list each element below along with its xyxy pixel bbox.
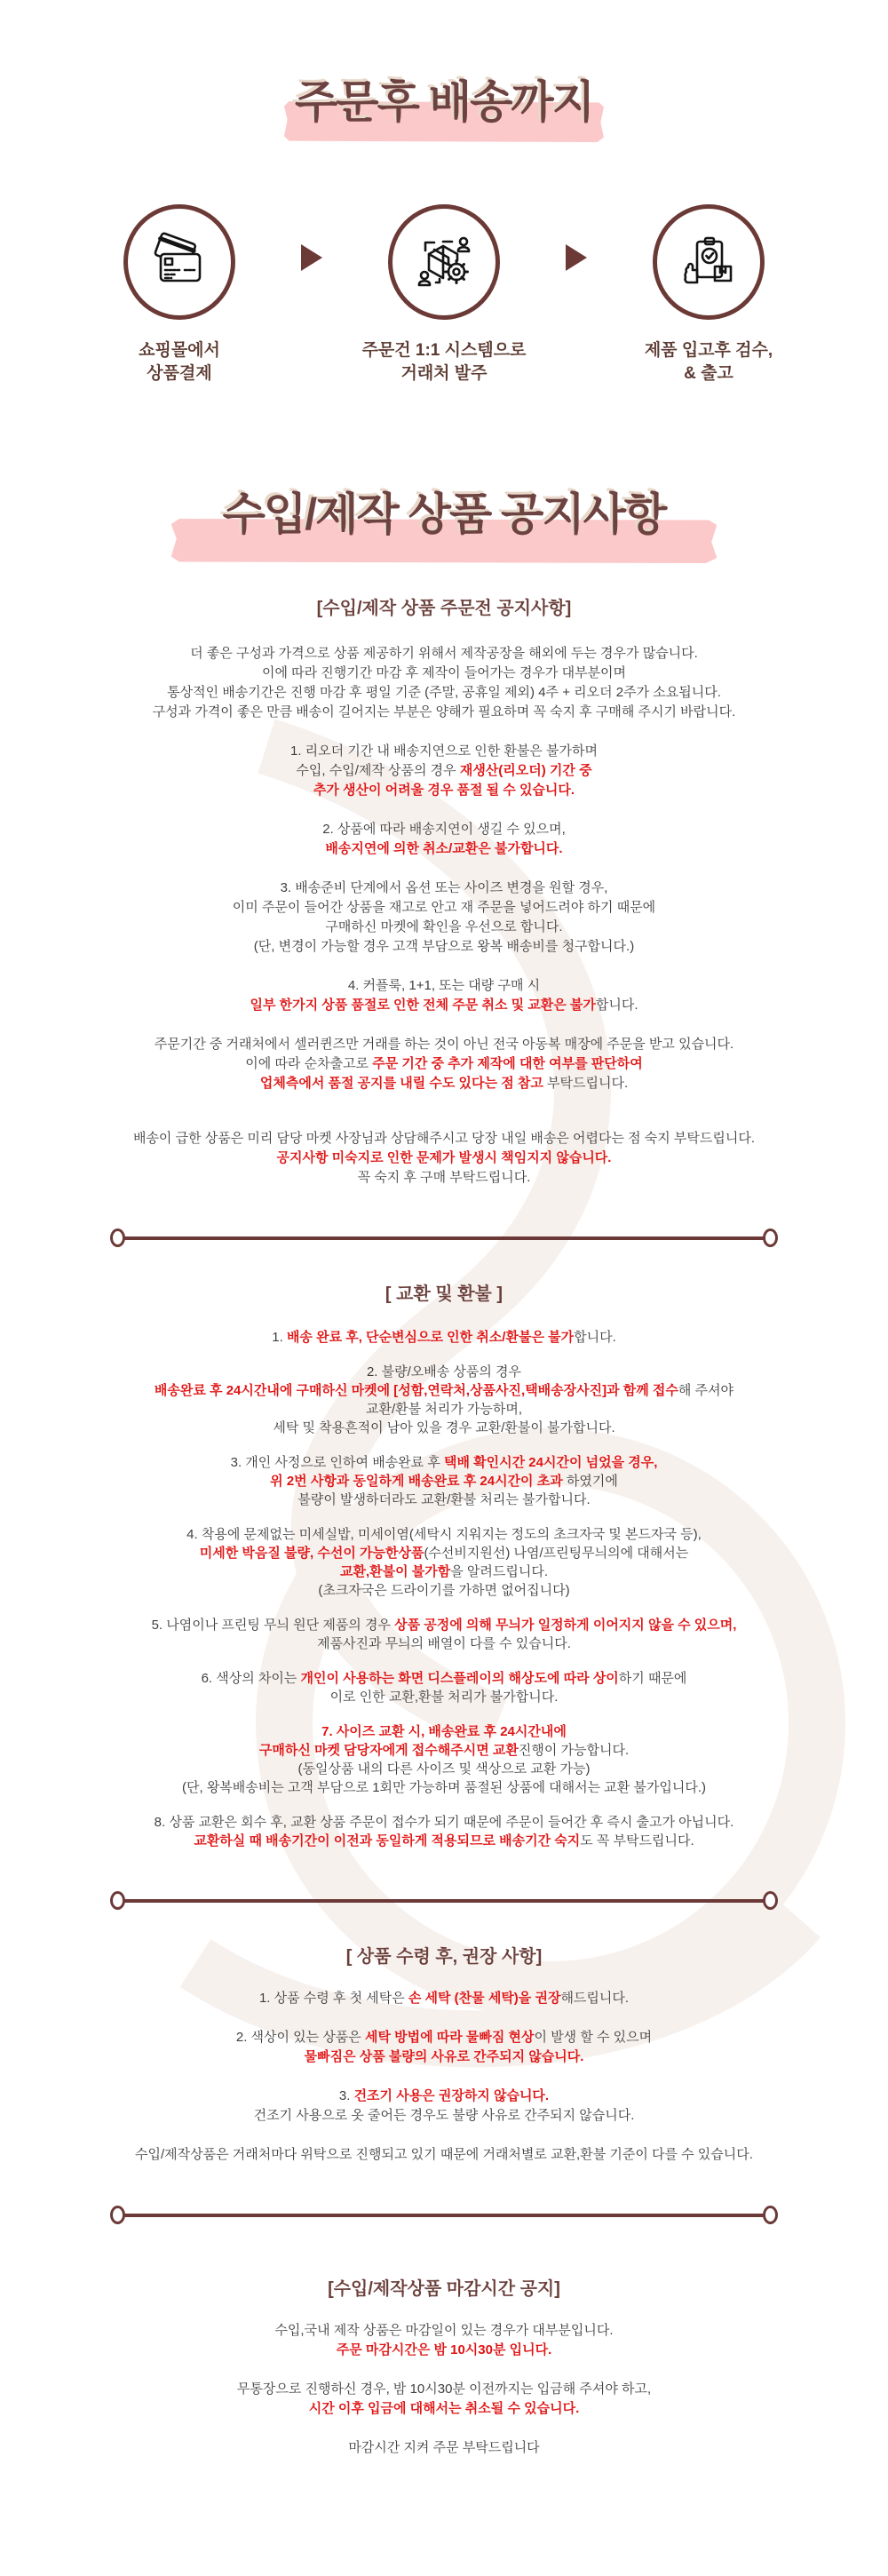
text-block — [27, 1328, 861, 1347]
plain-text: (수선비지원선) 나염/프린팅무늬의에 대해서는 — [424, 1546, 689, 1561]
plain-text: 4. 착용에 문제없는 미세실밥, 미세이염(세탁시 지워지는 정도의 초크자국 및 본드자국 등), — [186, 1527, 702, 1542]
section-deadline-notice — [27, 2274, 861, 2458]
inspection-shipping-icon — [678, 231, 740, 293]
emphasis-text: 일부 한가지 상품 품절로 인한 전체 주문 취소 및 교환은 불가 — [250, 998, 596, 1013]
text-line — [27, 1616, 861, 1634]
plain-text: 수입,국내 제작 상품은 마감일이 있는 경우가 대부분입니다. — [274, 2323, 614, 2338]
text-line — [27, 1129, 861, 1149]
text-block — [27, 2145, 861, 2165]
plain-text: 더 좋은 구성과 가격으로 상품 제공하기 위해서 제작공장을 해외에 두는 경우가 많습니다. — [190, 646, 698, 661]
text-line — [27, 2341, 861, 2360]
main-title-text: 주문후 배송까지 — [295, 77, 593, 127]
text-line — [27, 1832, 861, 1850]
text-block — [27, 1525, 861, 1600]
text-line — [27, 1453, 861, 1472]
divider-ring-icon — [110, 2206, 125, 2224]
text-line — [27, 976, 861, 996]
plain-text: 이에 따라 진행기간 마감 후 제작이 들어가는 경우가 대부분이며 — [261, 665, 627, 680]
step-caption — [324, 339, 564, 386]
section-heading: [ 교환 및 환불 ] — [385, 1284, 503, 1304]
plain-text: 합니다. — [595, 998, 638, 1013]
process-step-payment — [59, 204, 299, 386]
divider-ring-icon — [110, 1891, 125, 1910]
text-block — [27, 2028, 861, 2067]
plain-text: 부탁드립니다. — [543, 1076, 629, 1091]
step-caption-line: 제품 입고후 검수, — [644, 341, 773, 360]
divider-ring-icon — [763, 1891, 778, 1910]
text-line — [27, 1149, 861, 1168]
text-line — [27, 2321, 861, 2341]
text-line — [27, 742, 861, 761]
text-block — [27, 1669, 861, 1706]
plain-text: 수입/제작상품은 거래처마다 위탁으로 진행되고 있기 때문에 거래처별로 교환,환불 기준이 다를 수 있습니다. — [135, 2147, 753, 2162]
plain-text: (동일상품 내의 다른 사이즈 및 색상으로 교환 가능) — [297, 1761, 591, 1777]
text-line — [27, 781, 861, 800]
text-line — [27, 879, 861, 898]
text-line — [27, 1491, 861, 1509]
text-block — [27, 742, 861, 800]
plain-text: 1. — [272, 1330, 287, 1345]
plain-text: 구매하신 마켓에 확인을 우선으로 합니다. — [325, 919, 563, 934]
text-line — [27, 1054, 861, 1074]
emphasis-text: 공지사항 미숙지로 인한 문제가 발생시 책임지지 않습니다. — [276, 1150, 612, 1165]
plain-text: 을 알려드립니다. — [450, 1564, 549, 1579]
credit-card-icon — [148, 231, 210, 293]
plain-text: 이로 인한 교환,환불 처리가 불가합니다. — [329, 1690, 559, 1705]
text-line — [27, 1778, 861, 1797]
plain-text: 3. 배송준비 단계에서 옵션 또는 사이즈 변경을 원할 경우, — [280, 880, 608, 895]
text-block — [27, 2087, 861, 2126]
step-caption-line: 거래처 발주 — [400, 364, 488, 383]
text-line — [27, 2438, 861, 2458]
text-line — [27, 918, 861, 937]
text-line — [27, 2087, 861, 2106]
section-divider — [110, 1891, 778, 1910]
emphasis-text: 7. 사이즈 교환 시, 배송완료 후 24시간내에 — [321, 1724, 567, 1739]
text-block — [27, 1453, 861, 1509]
plain-text: 2. 상품에 따라 배송지연이 생길 수 있으며, — [322, 822, 566, 837]
plain-text: 하였기에 — [562, 1474, 618, 1489]
section-pre-order-notice — [27, 593, 861, 1188]
plain-text: 건조기 사용으로 옷 줄어든 경우도 불량 사유로 간주되지 않습니다. — [253, 2108, 635, 2123]
order-process-steps — [0, 204, 888, 386]
divider-line — [124, 1236, 764, 1240]
section-heading: [ 상품 수령 후, 권장 사항] — [345, 1947, 543, 1967]
divider-ring-icon — [763, 1228, 778, 1247]
plain-text: 진행이 가능합니다. — [518, 1743, 630, 1758]
text-line — [27, 2145, 861, 2165]
plain-text: 수입, 수입/제작 상품의 경우 — [296, 763, 460, 778]
plain-text: 제품사진과 무늬의 배열이 다를 수 있습니다. — [317, 1636, 571, 1651]
text-line — [27, 1562, 861, 1581]
emphasis-text: 건조기 사용은 권장하지 않습니다. — [353, 2088, 550, 2103]
plain-text: 주문기간 중 거래처에서 셀러퀸즈만 거래를 하는 것이 아닌 전국 아동복 매장에 주문을 받고 있습니다. — [154, 1037, 734, 1052]
divider-ring-icon — [763, 2206, 778, 2224]
text-line — [27, 664, 861, 683]
text-line — [27, 1400, 861, 1419]
emphasis-text: 추가 생산이 어려울 경우 품절 될 수 있습니다. — [313, 783, 575, 798]
text-line — [27, 1074, 861, 1093]
text-line — [27, 1722, 861, 1741]
main-title — [295, 78, 593, 126]
emphasis-text: 주문 마감시간은 밤 10시30분 입니다. — [336, 2342, 552, 2357]
section-divider — [110, 2206, 778, 2224]
plain-text: 3. — [338, 2088, 354, 2103]
plain-text: (단, 왕복배송비는 고객 부담으로 1회만 가능하며 품절된 상품에 대해서는 교환 불가입니다.) — [182, 1780, 706, 1795]
emphasis-text: 구매하신 마켓 담당자에게 접수해주시면 교환 — [258, 1743, 519, 1758]
text-line — [27, 1813, 861, 1832]
text-block — [27, 879, 861, 957]
text-line — [27, 1328, 861, 1347]
emphasis-text: 교환,환불이 불가함 — [339, 1564, 451, 1579]
plain-text: 도 꼭 부탁드립니다. — [580, 1833, 694, 1849]
plain-text: 1. 상품 수령 후 첫 세탁은 — [258, 1991, 408, 2006]
emphasis-text: 주문 기간 중 추가 제작에 대한 여부를 판단하여 — [372, 1056, 643, 1071]
arrow-right-icon — [566, 244, 587, 271]
plain-text: 8. 상품 교환은 회수 후, 교환 상품 주문이 접수가 되기 때문에 주문이 들어간 후 즉시 출고가 아닙니다. — [154, 1815, 734, 1830]
plain-text: (초크자국은 드라이기를 가하면 없어집니다) — [318, 1583, 570, 1598]
plain-text: 배송이 급한 상품은 미리 담당 마켓 사장님과 상담해주시고 당장 내일 배송은 어렵다는 점 숙지 부탁드립니다. — [132, 1131, 756, 1146]
text-line — [27, 1363, 861, 1381]
text-line — [27, 1168, 861, 1188]
text-block — [27, 1035, 861, 1093]
section-exchange-refund — [27, 1279, 861, 1850]
plain-text: 2. 불량/오배송 상품의 경우 — [366, 1364, 522, 1379]
emphasis-text: 업체측에서 품절 공지를 내릴 수도 있다는 점 참고 — [259, 1076, 543, 1091]
section-heading: [수입/제작상품 마감시간 공지] — [328, 2279, 560, 2299]
plain-text: 마감시간 지켜 주문 부탁드립니다 — [348, 2440, 540, 2455]
plain-text: 구성과 가격이 좋은 만큼 배송이 길어지는 부분은 양해가 필요하며 꼭 숙지 후 구매해 주시기 바랍니다. — [152, 704, 736, 720]
text-block — [27, 820, 861, 859]
text-line — [27, 839, 861, 859]
plain-text: 5. 나염이나 프린팅 무늬 원단 제품의 경우 — [151, 1618, 395, 1633]
plain-text: 6. 색상의 차이는 — [201, 1671, 301, 1686]
text-block — [27, 1616, 861, 1653]
plain-text: 이에 따라 순차출고로 — [245, 1056, 373, 1071]
step-caption — [589, 339, 829, 386]
section-body — [27, 644, 861, 1188]
plain-text: (단, 변경이 가능할 경우 고객 부담으로 왕복 배송비를 청구합니다.) — [253, 939, 635, 954]
text-line — [27, 1544, 861, 1562]
step-caption-line: & 출고 — [684, 364, 733, 383]
step-caption-line: 쇼핑몰에서 — [139, 341, 220, 360]
process-step-inspection — [589, 204, 829, 386]
text-line — [27, 898, 861, 918]
section-body — [27, 1328, 861, 1850]
text-block — [27, 1722, 861, 1797]
emphasis-text: 시간 이후 입금에 대해서는 취소될 수 있습니다. — [308, 2401, 580, 2416]
emphasis-text: 손 세탁 (찬물 세탁)을 권장 — [408, 1991, 561, 2006]
text-block — [27, 1813, 861, 1850]
text-line — [27, 683, 861, 703]
text-line — [27, 2106, 861, 2126]
step-circle — [388, 204, 500, 320]
plain-text: 1. 리오더 기간 내 배송지연으로 인한 환불은 불가하며 — [290, 743, 598, 759]
text-line — [27, 1669, 861, 1688]
text-line — [27, 2399, 861, 2419]
divider-line — [124, 1899, 764, 1903]
emphasis-text: 교환하실 때 배송기간이 이전과 동일하게 적용되므로 배송기간 숙지 — [194, 1833, 581, 1849]
emphasis-text: 위 2번 사항과 동일하게 배송완료 후 24시간이 초과 — [270, 1474, 563, 1489]
text-line — [27, 1760, 861, 1778]
step-circle — [123, 204, 235, 320]
text-line — [27, 1989, 861, 2008]
divider-ring-icon — [110, 1228, 125, 1247]
emphasis-text: 미세한 박음질 불량, 수선이 가능한상품 — [199, 1546, 424, 1561]
text-block — [27, 2438, 861, 2458]
plain-text: 세탁 및 착용흔적이 남아 있을 경우 교환/환불이 불가합니다. — [273, 1420, 615, 1435]
plain-text: 꼭 숙지 후 구매 부탁드립니다. — [357, 1170, 531, 1185]
text-block — [27, 2380, 861, 2419]
text-line — [27, 937, 861, 957]
emphasis-text: 배송지연에 의한 취소/교환은 불가합니다. — [325, 841, 563, 856]
plain-text: 이 발생 할 수 있으며 — [534, 2030, 653, 2045]
section-after-receipt — [27, 1942, 861, 2165]
text-line — [27, 2380, 861, 2399]
plain-text: 2. 색상이 있는 상품은 — [235, 2030, 365, 2045]
text-block — [27, 2321, 861, 2360]
order-system-icon — [413, 231, 475, 293]
plain-text: 해 주셔야 — [678, 1383, 734, 1398]
plain-text: 무통장으로 진행하신 경우, 밤 10시30분 이전까지는 입금해 주셔야 하고, — [236, 2381, 652, 2397]
text-block — [27, 1363, 861, 1437]
text-line — [27, 1525, 861, 1544]
arrow-right-icon — [301, 244, 322, 271]
emphasis-text: 재생산(리오더) 기간 중 — [459, 763, 592, 778]
emphasis-text: 물빠짐은 상품 불량의 사유로 간주되지 않습니다. — [304, 2049, 584, 2064]
notice-title-text: 수입/제작 상품 공지사항 — [222, 489, 666, 539]
text-line — [27, 1688, 861, 1706]
plain-text: 교환/환불 처리가 가능하며, — [365, 1402, 523, 1417]
text-block — [27, 1989, 861, 2008]
step-circle — [653, 204, 765, 320]
text-block — [27, 644, 861, 722]
emphasis-text: 택배 확인시간 24시간이 넘었을 경우, — [444, 1455, 658, 1470]
text-line — [27, 1419, 861, 1437]
text-line — [27, 1581, 861, 1600]
emphasis-text: 세탁 방법에 따라 물빠짐 현상 — [364, 2030, 535, 2045]
text-line — [27, 1741, 861, 1760]
text-line — [27, 2028, 861, 2047]
notice-title — [223, 490, 666, 538]
text-line — [27, 644, 861, 664]
plain-text: 해드립니다. — [560, 1991, 630, 2006]
text-block — [27, 976, 861, 1015]
text-line — [27, 820, 861, 839]
emphasis-text: 상품 공정에 의해 무늬가 일정하게 이어지지 않을 수 있으며, — [394, 1618, 737, 1633]
emphasis-text: 배송 완료 후, 단순변심으로 인한 취소/환불은 불가 — [286, 1330, 575, 1345]
plain-text: 불량이 발생하더라도 교환/환불 처리는 불가합니다. — [297, 1492, 591, 1507]
section-divider — [110, 1228, 778, 1247]
plain-text: 하기 때문에 — [618, 1671, 687, 1686]
emphasis-text: 배송완료 후 24시간내에 구매하신 마켓에 [성함,연락처,상품사진,택배송장사진]과 함께 접수 — [154, 1383, 678, 1398]
plain-text: 4. 커플룩, 1+1, 또는 대량 구매 시 — [347, 978, 541, 993]
process-step-order-system — [324, 204, 564, 386]
step-caption-line: 상품결제 — [147, 364, 212, 383]
text-line — [27, 1472, 861, 1491]
plain-text: 3. 개인 사정으로 인하여 배송완료 후 — [230, 1455, 444, 1470]
text-line — [27, 1634, 861, 1653]
plain-text: 이미 주문이 들어간 상품을 재고로 안고 재 주문을 넣어드려야 하기 때문에 — [232, 900, 656, 915]
divider-line — [124, 2214, 764, 2217]
section-heading: [수입/제작 상품 주문전 공지사항] — [316, 599, 572, 618]
step-caption-line: 주문건 1:1 시스템으로 — [361, 341, 527, 360]
text-line — [27, 2047, 861, 2067]
text-block — [27, 1129, 861, 1188]
text-line — [27, 996, 861, 1015]
section-body — [27, 1989, 861, 2165]
plain-text: 합니다. — [574, 1330, 616, 1345]
emphasis-text: 개인이 사용하는 화면 디스플레이의 해상도에 따라 상이 — [300, 1671, 619, 1686]
text-line — [27, 1381, 861, 1400]
text-line — [27, 703, 861, 722]
text-line — [27, 1035, 861, 1054]
section-body — [27, 2321, 861, 2458]
step-caption — [59, 339, 299, 386]
plain-text: 통상적인 배송기간은 진행 마감 후 평일 기준 (주말, 공휴일 제외) 4주 + 리오더 2주가 소요됩니다. — [167, 685, 721, 700]
text-line — [27, 761, 861, 781]
